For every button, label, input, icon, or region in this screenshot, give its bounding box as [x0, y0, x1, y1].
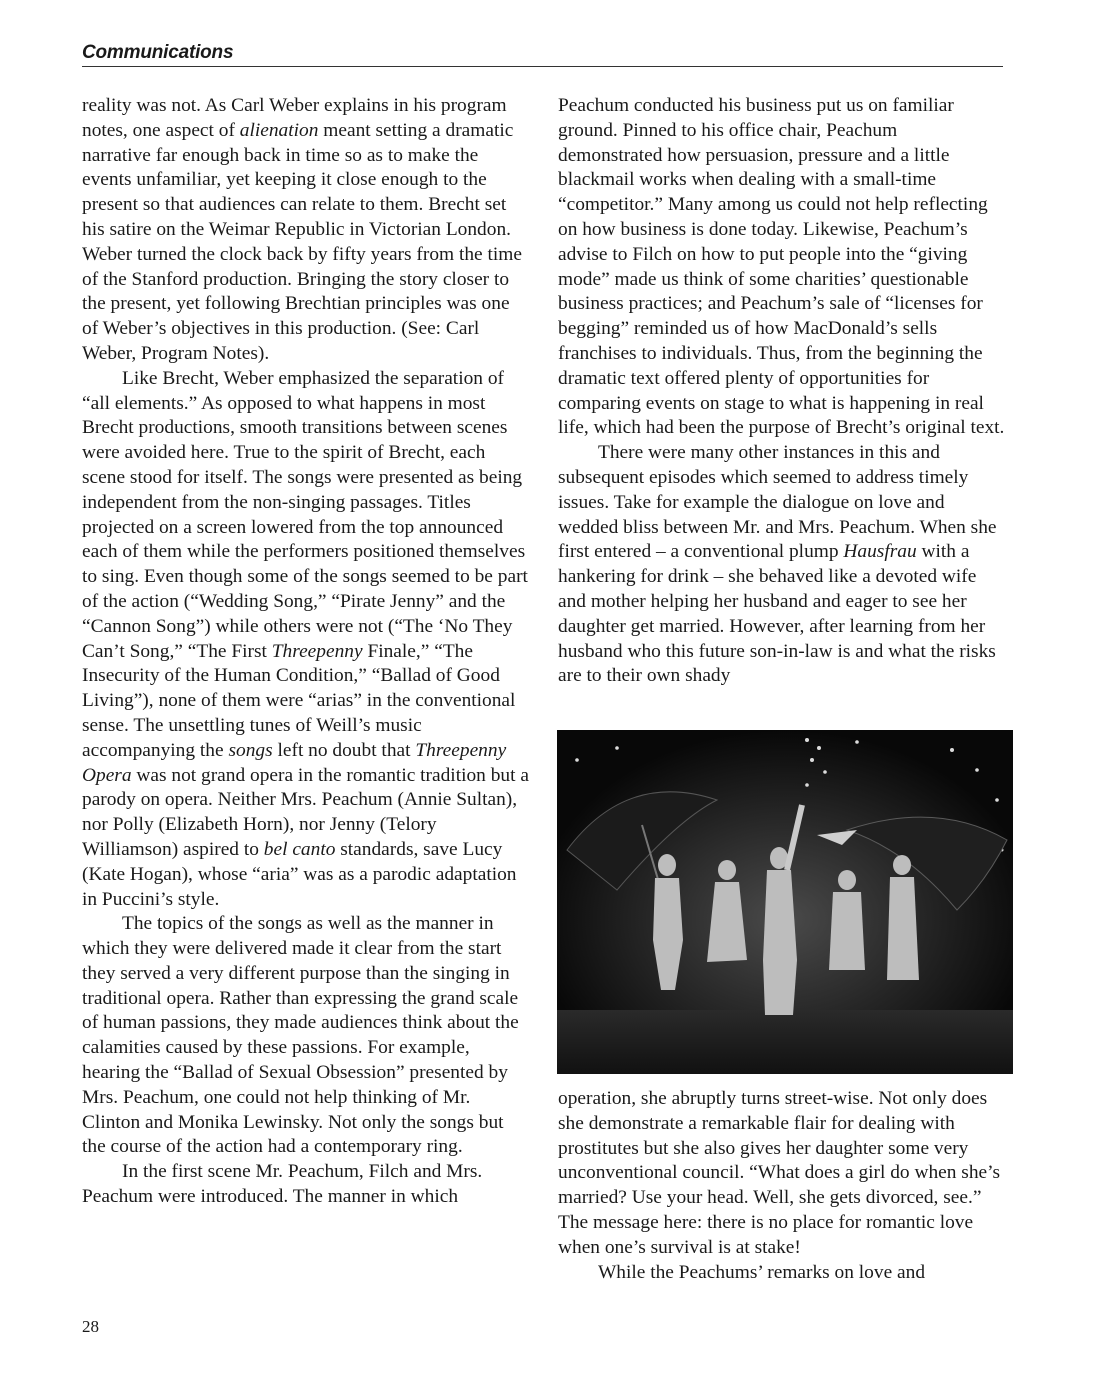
right-column-top: [558, 94, 1006, 689]
stage-photo-illustration: [557, 730, 1013, 1074]
stage-photo: [557, 730, 1013, 1074]
text-span: Like Brecht, Weber emphasized the separation of “all elements.” As opposed to what happens in most Brecht productions, smooth transitions between scenes were avoided here. True to the spirit of Brecht, each scene stood for itself. The songs were presented as being independent from the non-singing passages. Titles projected on a screen lowered from the top announced each of them while the performers positioned themselves to sing. Even though some of the songs seemed to be part of the action (“Wedding Song,” “Pirate Jenny” and the “Cannon Song”) while others were not (“The ‘No They Can’t Song,” “The First: [82, 367, 528, 662]
header-title: Communications: [82, 42, 234, 63]
text-span: was not grand opera in the romantic tradition but a parody on opera. Neither Mrs. Peachum (Annie Sultan), nor Polly (Elizabeth Horn), nor Jenny (Telory Williamson) aspired to: [82, 764, 529, 860]
left-paragraph-1: [82, 94, 530, 367]
left-paragraph-3: The topics of the songs as well as the manner in which they were delivered made it clear from the start they served a very different purpose than the singing in traditional opera. Rather than expressing the grand scale of human passions, they made audiences think about the calamities caused by these passions. For example, hearing the “Ballad of Sexual Obsession” presented by Mrs. Peachum, one could not help thinking of Mr. Clinton and Monika Lewinsky. Not only the songs but the course of the action had a contemporary ring.: [82, 913, 519, 1158]
left-paragraph-2: [82, 367, 530, 913]
right-paragraph-1: Peachum conducted his business put us on familiar ground. Pinned to his office chair, Peachum demonstrated how persuasion, pressure and a little blackmail works when dealing with a small-time “competitor.” Many among us could not help reflecting on how business is done today. Likewise, Peachum’s advise to Filch on how to put people into the “giving mode” made us think of some charities’ questionable business practices; and Peachum’s sale of “licenses for begging” reminded us of how MacDonald’s sells franchises to individuals. Thus, from the beginning the dramatic text offered plenty of opportunities for comparing events on stage to what is happening in real life, which had been the purpose of Brecht’s original text.: [558, 95, 1005, 439]
right-paragraph-2: [558, 441, 1006, 689]
italic-term: songs: [228, 739, 273, 761]
text-span: meant setting a dramatic narrative far enough back in time so as to make the events unfamiliar, yet keeping it close enough to the present so that audiences can relate to them. Brecht set his satire on the Weimar Republic in Victorian London. Weber turned the clock back by fifty years from the time of the Stanford production. Bringing the story closer to the present, yet following Brechtian principles was one of Weber’s objectives in this production. (See: Carl Weber, Program Notes).: [82, 119, 522, 364]
text-span: left no doubt that: [272, 739, 416, 761]
right-paragraph-4: While the Peachums’ remarks on love and: [598, 1261, 926, 1283]
italic-term: alienation: [239, 119, 319, 141]
left-paragraph-4: In the first scene Mr. Peachum, Filch and Mrs. Peachum were introduced. The manner in which: [82, 1161, 483, 1208]
text-span: standards, save Lucy (Kate Hogan), whose “aria” was as a parodic adaptation in Puccini’s style.: [82, 838, 517, 910]
italic-term: bel canto: [263, 838, 336, 860]
left-column: [82, 94, 530, 1210]
italic-title: Threepenny Opera: [82, 739, 507, 786]
right-column-bottom: [558, 1087, 1006, 1285]
italic-term: Hausfrau: [843, 541, 917, 563]
page-number: 28: [82, 1317, 99, 1336]
running-header: [82, 42, 1003, 67]
text-span: with a hankering for drink – she behaved like a devoted wife and mother helping her husband and eager to see her daughter get married. However, after learning from her husband who this future son-in-law is and what the risks are to their own shady: [558, 541, 996, 687]
italic-term: Threepenny: [271, 640, 363, 662]
right-paragraph-3: operation, she abruptly turns street-wise. Not only does she demonstrate a remarkable flair for dealing with prostitutes but she also gives her daughter some very unconventional council. “What does a girl do when she’s married? Use your head. Well, she gets divorced, see.” The message here: there is no place for romantic love when one’s survival is at stake!: [558, 1088, 1001, 1258]
text-span: reality was not. As Carl Weber explains in his program notes, one aspect of: [82, 95, 507, 141]
text-span: Finale,” “The Insecurity of the Human Condition,” “Ballad of Good Living”), none of them were “arias” in the conventional sense. The unsettling tunes of Weill’s music accompanying the: [82, 640, 516, 761]
text-span: There were many other instances in this and subsequent episodes which seemed to address timely issues. Take for example the dialogue on love and wedded bliss between Mr. and Mrs. Peachum. When she first entered – a conventional plump: [558, 442, 997, 563]
